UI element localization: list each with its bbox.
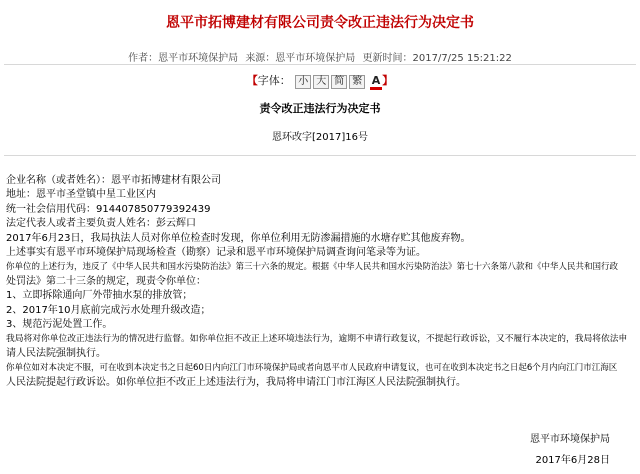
meta-updated: 更新时间：2017/7/25 15:21:22	[362, 53, 512, 64]
paragraph: 人民法院提起行政诉讼。如你单位拒不改正上述违法行为，我局将申请江门市江海区人民法院强制执行。	[6, 376, 466, 388]
paragraph: 请人民法院强制执行。	[6, 347, 106, 359]
paragraph: 1、立即拆除通向厂外带抽水泵的排放管；	[6, 290, 193, 302]
paragraph: 处罚法》第二十三条的规定，现责令你单位：	[6, 275, 206, 287]
font-toolbar	[0, 72, 640, 90]
font-small-button[interactable]: 小	[295, 75, 311, 89]
font-large-button[interactable]: 大	[313, 75, 329, 89]
document-title: 责令改正违法行为决定书	[259, 102, 381, 115]
meta-source: 来源：恩平市环境保护局	[245, 53, 356, 64]
paragraph: 上述事实有恩平市环境保护局现场检查（勘察）记录和恩平市环境保护局调查询问笔录等为证。	[6, 247, 426, 259]
meta-author: 作者：恩平市环境保护局	[128, 53, 239, 64]
document-number: 恩环改字[2017]16号	[272, 132, 368, 143]
font-color-icon[interactable]: A	[370, 75, 383, 90]
meta-divider	[4, 64, 636, 65]
font-traditional-button[interactable]: 繁	[349, 75, 365, 89]
paragraph: 2017年6月23日，我局执法人员对你单位检查时发现，你单位利用无防渗漏措施的水塘存贮其他废弃物。	[6, 232, 471, 244]
document-body	[6, 174, 634, 390]
paragraph: 3、规范污泥处置工作。	[6, 319, 113, 331]
paragraph: 统一社会信用代码：91440785077939​2439	[6, 203, 211, 215]
paragraph: 你单位如对本决定不服，可在收到本决定书之日起60日内向江门市环境保护局或者向恩平市人民政府申请复议，也可在收到本决定书之日起6个月内向江门市江海区	[6, 363, 618, 374]
paragraph: 企业名称（或者姓名）：恩平市拓博建材有限公司	[6, 175, 221, 186]
font-simplified-button[interactable]: 简	[331, 75, 347, 89]
body-divider	[4, 155, 636, 156]
article-title: 恩平市拓博建材有限公司责令改正违法行为决定书	[166, 15, 474, 31]
paragraph: 2、2017年10月底前完成污水处理升级改造；	[6, 304, 211, 316]
paragraph: 你单位的上述行为，违反了《中华人民共和国水污染防治法》第三十六条的规定。根据《中华人民共和国水污染防治法》第七十六条第八款和《中华人民共和国行政	[6, 262, 619, 273]
paragraph: 我局将对你单位改正违法行为的情况进行监督。如你单位拒不改正上述环境违法行为，逾期不申请行政复议，不提起行政诉讼，又不履行本决定的，我局将依法申	[6, 334, 628, 345]
font-bar-close: 】	[382, 74, 394, 87]
font-bar-open: 【	[246, 74, 258, 87]
paragraph: 法定代表人或者主要负责人姓名：彭云辉口	[6, 218, 196, 230]
signature-date: 2017年6月28日	[535, 455, 610, 466]
signature-org: 恩平市环境保护局	[530, 434, 610, 445]
font-bar-label: 字体：	[257, 74, 291, 87]
article-meta	[0, 49, 640, 64]
paragraph: 地址：恩平市圣堂镇中星工业区内	[6, 189, 156, 201]
